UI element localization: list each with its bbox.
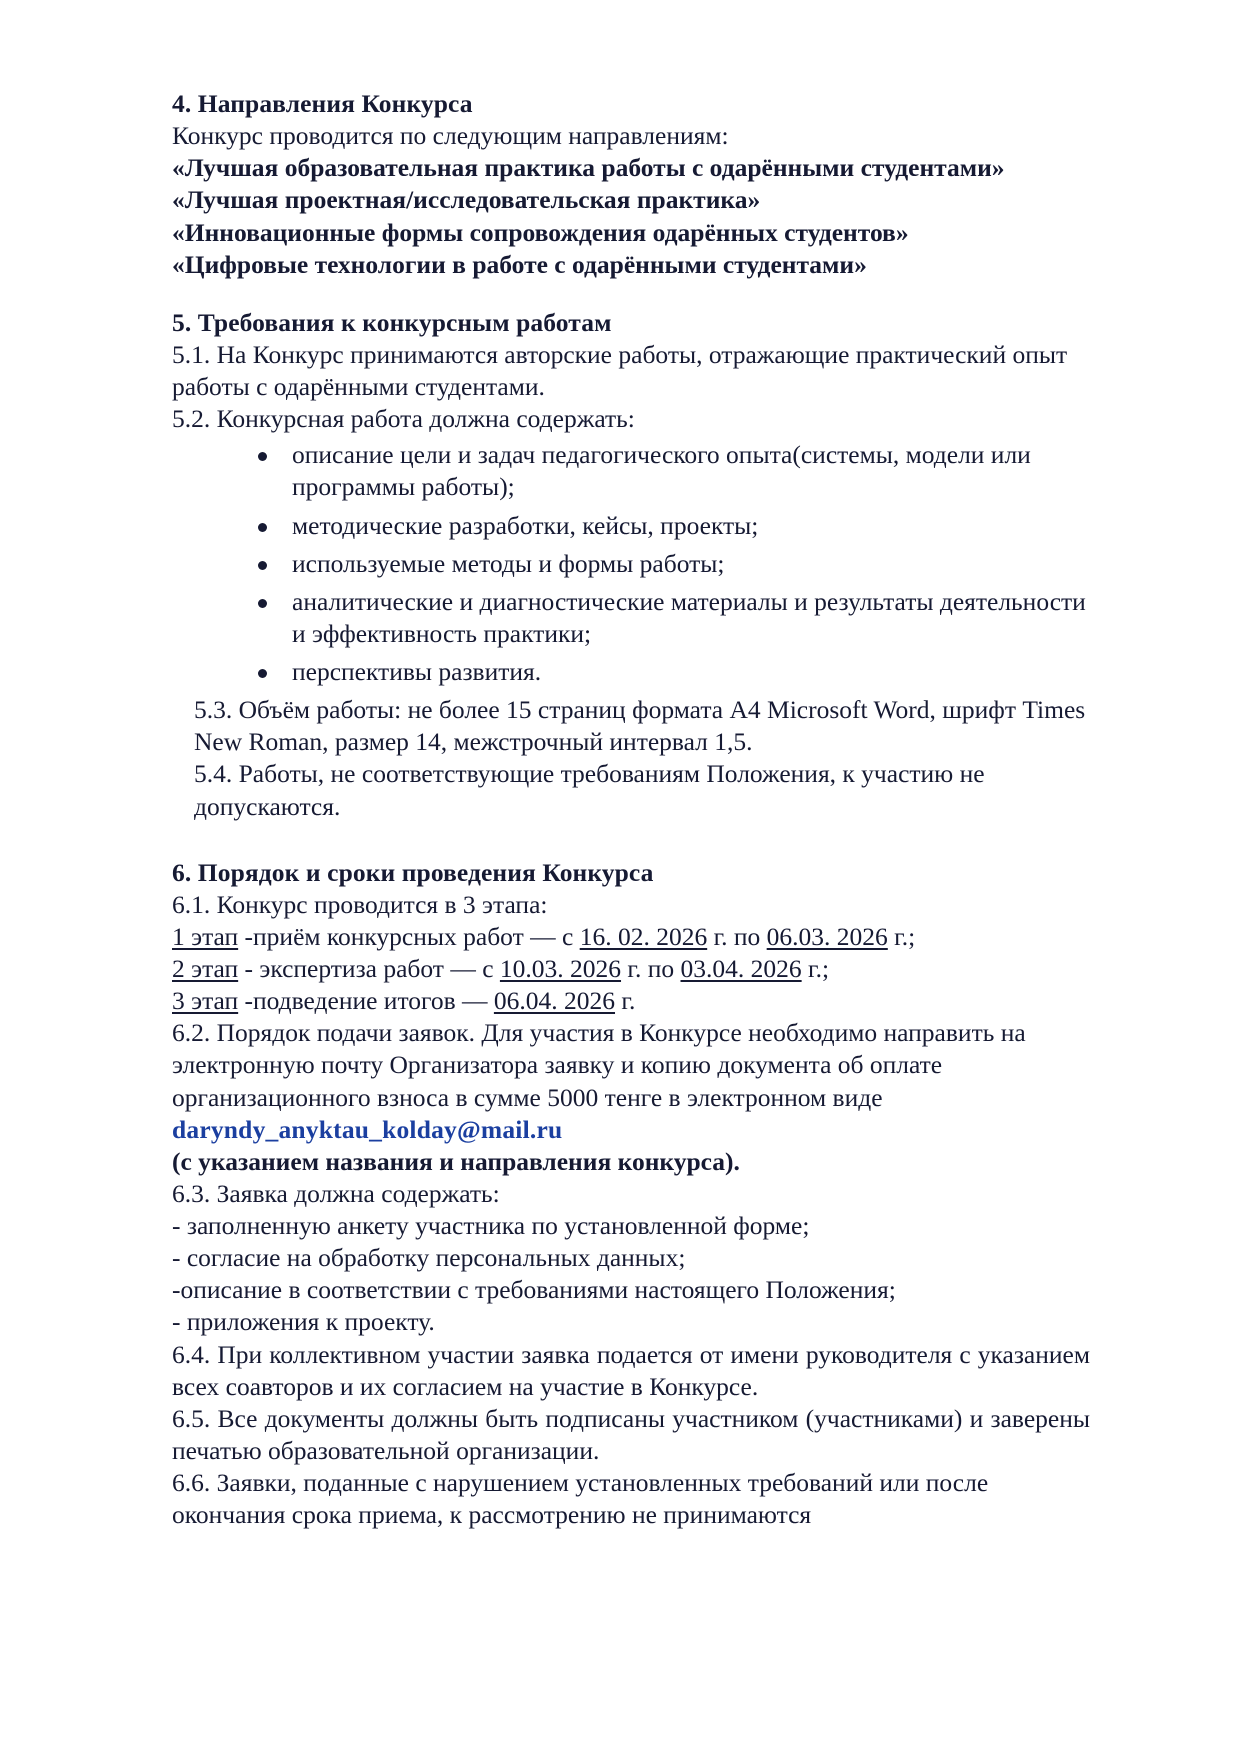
- paragraph-6-1: 6.1. Конкурс проводится в 3 этапа:: [172, 889, 548, 919]
- stage-date-end: 03.04. 2026: [680, 954, 802, 983]
- stage-date-start: 06.04. 2026: [493, 986, 616, 1016]
- stage-date-end: 06.03. 2026: [766, 921, 888, 951]
- contact-email[interactable]: daryndy_anyktau_kolday@mail.ru: [172, 1114, 563, 1144]
- paragraph-6-2: 6.2. Порядок подачи заявок. Для участия в Конкурсе необходимо направить на электронную почту Организатора заявку и копию документа об оплате организационного взноса в сумме 5000 тенге в электронном виде: [172, 1018, 1026, 1112]
- list-item: методические разработки, кейсы, проекты;: [250, 510, 1090, 542]
- spacer: [172, 823, 1090, 857]
- stage-text-after: г.: [615, 986, 636, 1016]
- stage-text-middle: г. по: [707, 921, 767, 951]
- list-item: описание цели и задач педагогического опыта(системы, модели или программы работы);: [250, 439, 1090, 503]
- stage-row-2: [172, 953, 1090, 985]
- section-4-intro: Конкурс проводится по следующим направлениям:: [172, 121, 729, 151]
- document-body: [172, 88, 1090, 1531]
- paragraph-5-1: 5.1. На Конкурс принимаются авторские работы, отражающие практический опыт работы с одарёнными студентами.: [172, 339, 1068, 401]
- stage-label: 2 этап: [172, 954, 239, 983]
- application-item-2: - согласие на обработку персональных данных;: [172, 1243, 686, 1273]
- stage-date-start: 16. 02. 2026: [579, 921, 708, 951]
- paragraph-6-6: 6.6. Заявки, поданные с нарушением установленных требований или после окончания срока приема, к рассмотрению не принимаются: [172, 1468, 989, 1530]
- paragraph-5-3: 5.3. Объём работы: не более 15 страниц формата А4 Microsoft Word, шрифт Times New Roman, размер 14, межстрочный интервал 1,5.: [194, 695, 1086, 757]
- paragraph-5-2: 5.2. Конкурсная работа должна содержать:: [172, 404, 635, 434]
- stage-label: 3 этап: [172, 986, 239, 1016]
- application-item-1: - заполненную анкету участника по установленной форме;: [172, 1211, 810, 1240]
- stage-text-before: -приём конкурсных работ — с: [238, 921, 580, 951]
- paragraph-6-4: 6.4. При коллективном участии заявка подается от имени руководителя с указанием всех соавторов и их согласием на участие в Конкурсе.: [172, 1339, 1090, 1401]
- stage-text-after: г.;: [801, 954, 830, 983]
- stage-date-start: 10.03. 2026: [499, 954, 622, 983]
- stage-text-after: г.;: [887, 921, 916, 951]
- stage-label: 1 этап: [172, 921, 239, 951]
- paragraph-6-5: 6.5. Все документы должны быть подписаны участником (участниками) и заверены печатью образовательной организации.: [172, 1403, 1090, 1465]
- stage-text-before: - экспертиза работ — с: [238, 954, 500, 983]
- section-6-heading: 6. Порядок и сроки проведения Конкурса: [172, 857, 654, 887]
- direction-item-4: «Цифровые технологии в работе с одарёнными студентами»: [172, 249, 867, 279]
- spacer: [172, 281, 1090, 307]
- requirements-bullet-list: [172, 439, 1090, 688]
- application-item-4: - приложения к проекту.: [172, 1307, 435, 1337]
- stage-row-1: [172, 921, 1090, 953]
- list-item: аналитические и диагностические материалы и результаты деятельности и эффективность практики;: [250, 586, 1090, 650]
- email-note: (с указанием названия и направления конкурса).: [172, 1146, 740, 1176]
- paragraph-6-3: 6.3. Заявка должна содержать:: [172, 1178, 500, 1208]
- list-item: используемые методы и формы работы;: [250, 548, 1090, 580]
- stage-row-3: [172, 985, 1090, 1017]
- section-5-heading: 5. Требования к конкурсным работам: [172, 307, 612, 337]
- stage-text-before: -подведение итогов —: [238, 986, 494, 1016]
- direction-item-1: «Лучшая образовательная практика работы с одарёнными студентами»: [172, 153, 1005, 183]
- stage-text-middle: г. по: [621, 954, 681, 983]
- direction-item-3: «Инновационные формы сопровождения одарённых студентов»: [172, 217, 909, 247]
- list-item: перспективы развития.: [250, 656, 1090, 688]
- section-4-heading: 4. Направления Конкурса: [172, 89, 473, 118]
- paragraph-5-4: 5.4. Работы, не соответствующие требованиям Положения, к участию не допускаются.: [194, 759, 985, 821]
- direction-item-2: «Лучшая проектная/исследовательская практика»: [172, 185, 761, 215]
- application-item-3: -описание в соответствии с требованиями настоящего Положения;: [172, 1275, 896, 1305]
